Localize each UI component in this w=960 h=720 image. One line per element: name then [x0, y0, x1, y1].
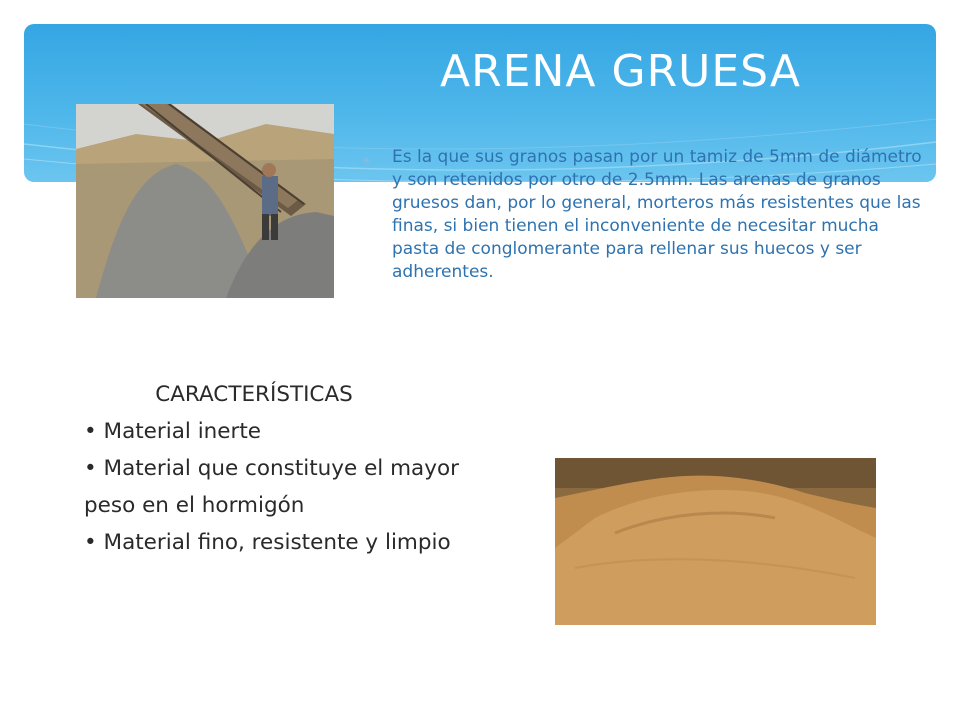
- feature-item: • Material que constituye el mayor peso en el hormigón: [84, 456, 459, 518]
- sand-screening-photo: [76, 104, 334, 298]
- features-list: [84, 376, 464, 561]
- slide-title: ARENA GRUESA: [440, 46, 801, 97]
- sand-pile-illustration: [555, 458, 876, 625]
- features-heading: CARACTERÍSTICAS: [155, 382, 353, 407]
- description-block: [362, 146, 922, 284]
- description-text: Es la que sus granos pasan por un tamiz de 5mm de diámetro y son retenidos por otro de 2.5mm. Las arenas de granos gruesos dan, por lo general, morteros más resistentes que las finas, si bien tienen el inconveniente de necesitar mucha pasta de conglomerante para rellenar sus huecos y ser adherentes.: [392, 147, 922, 282]
- asterisk-bullet-icon: ✳: [362, 156, 371, 167]
- sand-screening-illustration: [76, 104, 334, 298]
- feature-item: • Material inerte: [84, 419, 262, 444]
- sand-pile-photo: [555, 458, 876, 625]
- feature-item: • Material fino, resistente y limpio: [84, 530, 451, 555]
